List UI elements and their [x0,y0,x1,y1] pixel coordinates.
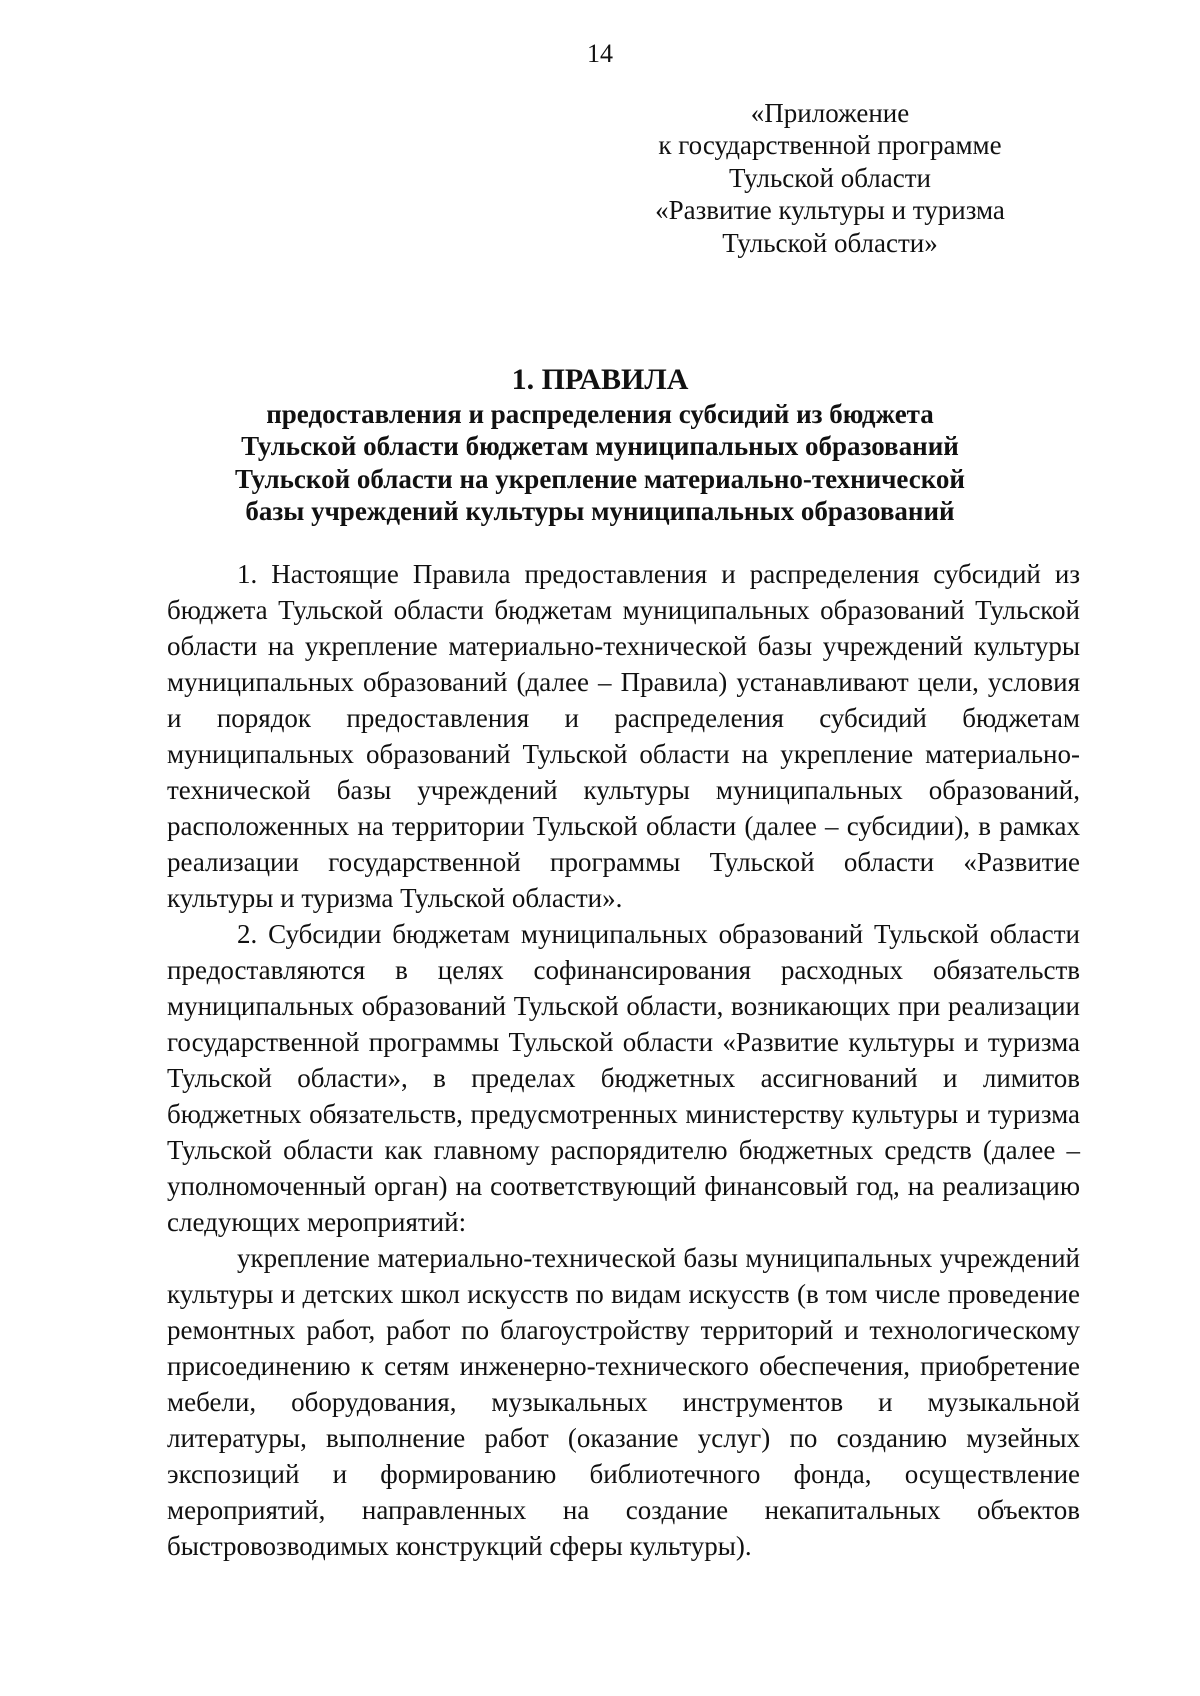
appendix-line: Тульской области» [722,227,938,258]
appendix-line: Тульской области [729,162,931,193]
paragraph-3: укрепление материально-технической базы муниципальных учреждений культуры и детских школ искусств по видам искусств (в том числе проведение ремонтных работ, работ по благоустройству территорий и технологическому присоединению к сетям инженерно-технического обеспечения, приобретение мебели, оборудования, музыкальных инструментов и музыкальной литературы, выполнение работ (оказание услуг) по созданию музейных экспозиций и формированию библиотечного фонда, осуществление мероприятий, направленных на создание некапитальных объектов быстровозводимых конструкций сферы культуры). [167,1243,1080,1561]
appendix-line: «Развитие культуры и туризма [655,195,1005,226]
title-subtitle-line: Тульской области на укрепление материально-технической [235,463,965,494]
title-subtitle-line: предоставления и распределения субсидий из бюджета [266,399,934,429]
title-main: 1. ПРАВИЛА [511,363,689,396]
title-subtitle-line: Тульской области бюджетам муниципальных образований [241,431,959,462]
appendix-line: к государственной программе [658,130,1002,161]
paragraph-2: 2. Субсидии бюджетам муниципальных образований Тульской области предоставляются в целях софинансирования расходных обязательств муниципальных образований Тульской области, возникающих при реализации государственной программы Тульской области «Развитие культуры и туризма Тульской области», в пределах бюджетных ассигнований и лимитов бюджетных обязательств, предусмотренных министерству культуры и туризма Тульской области как главному распорядителю бюджетных средств (далее – уполномоченный орган) на соответствующий финансовый год, на реализацию следующих мероприятий: [167,919,1080,1237]
page-number: 14 [587,39,613,68]
paragraph-1: 1. Настоящие Правила предоставления и распределения субсидий из бюджета Тульской области бюджетам муниципальных образований Тульской области на укрепление материально-технической базы учреждений культуры муниципальных образований (далее – Правила) устанавливают цели, условия и порядок предоставления и распределения субсидий бюджетам муниципальных образований Тульской области на укрепление материально-технической базы учреждений культуры муниципальных образований, расположенных на территории Тульской области (далее – субсидии), в рамках реализации государственной программы Тульской области «Развитие культуры и туризма Тульской области». [167,559,1080,913]
appendix-line: «Приложение [750,98,910,128]
document-title [160,362,1040,528]
title-subtitle-line: базы учреждений культуры муниципальных образований [245,496,955,527]
document-body [167,556,1080,1564]
appendix-header [640,97,1020,259]
